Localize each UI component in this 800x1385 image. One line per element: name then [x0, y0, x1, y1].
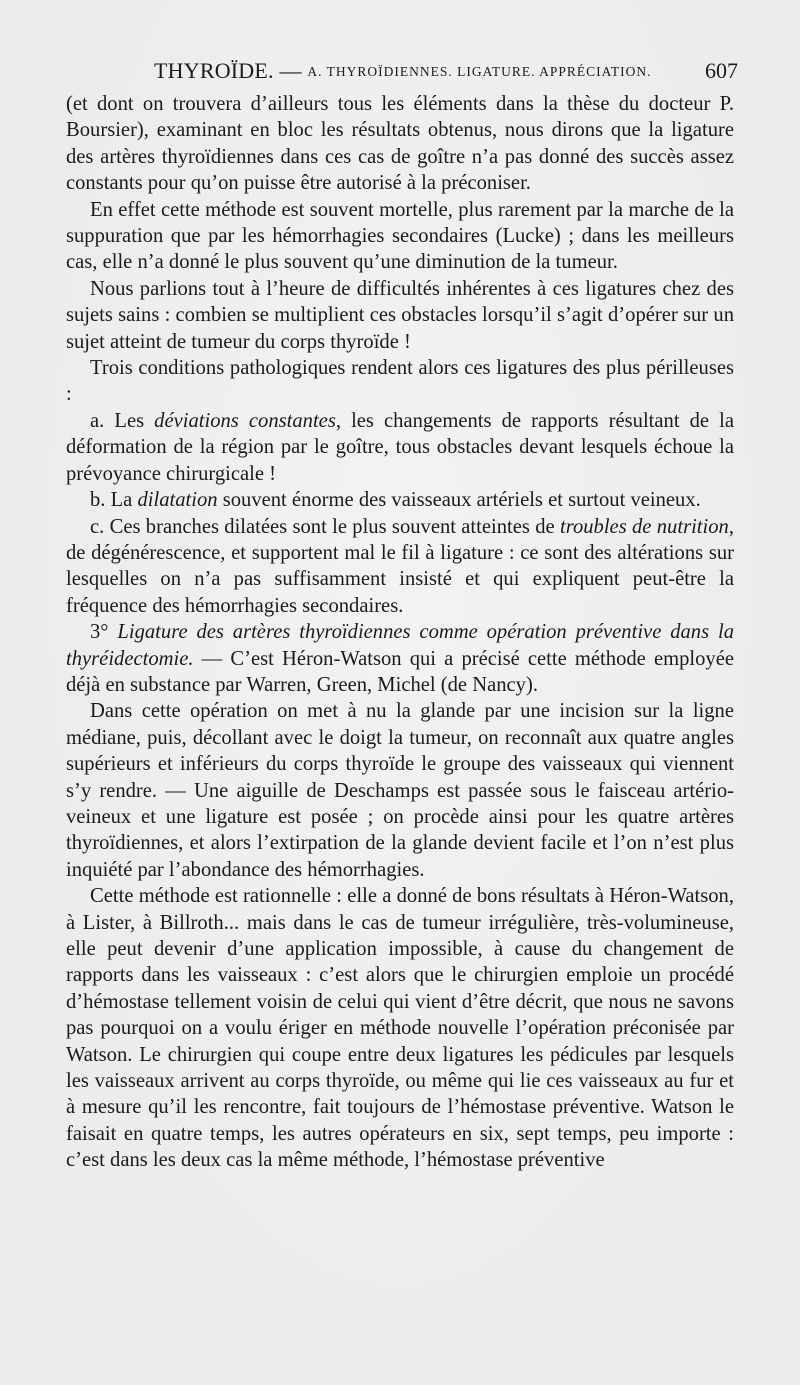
condition-a-rest: , les changements de rapports résultant de la déformation de la région par le goître, tous obstacles devant lesquels échoue la prévoyance chirurgicale !	[66, 409, 734, 485]
running-head-subtitle: A. THYROÏDIENNES. LIGATURE. APPRÉCIATION.	[307, 64, 652, 79]
paragraph-difficulties: Nous parlions tout à l’heure de difficultés inhérentes à ces ligatures chez des sujets sains : combien se multiplient ces obstacles lorsqu’il s’agit d’opérer sur un sujet atteint de tumeur du corps thyroïde !	[66, 277, 734, 353]
running-head	[154, 56, 651, 87]
paragraph-condition-c	[66, 514, 734, 620]
paragraph-rational-method: Cette méthode est rationnelle : elle a donné de bons résultats à Héron-Watson, à Lister, à Billroth... mais dans le cas de tumeur irrégulière, très-volumineuse, elle peut devenir d’une application impossible, à cause du changement de rapports dans les vaisseaux : c’est alors que le chirurgien emploie un procédé d’hémostase tellement voisin de celui qui vient d’être décrit, que nous ne savons pas pourquoi on a voulu ériger en méthode nouvelle l’opération préconisée par Watson. Le chirurgien qui coupe entre deux ligatures les pédicules par lesquels les vaisseaux arrivent au corps thyroïde, ou même qui lie ces vaisseaux au fur et à mesure qu’il les rencontre, fait toujours de l’hémostase préventive. Watson le faisait en quatre temps, les autres opérateurs en six, sept temps, peu importe : c’est dans les deux cas la même méthode, l’hémostase préventive	[66, 885, 734, 1172]
section-heading: Ligature des artères thyroïdiennes comme opération préventive dans la thyréidectomie.	[66, 621, 734, 670]
condition-c-lead: c. Ces branches dilatées sont le plus souvent atteintes de	[90, 515, 560, 538]
page-number: 607	[705, 58, 738, 83]
paragraph-three-conditions: Trois conditions pathologiques rendent alors ces ligatures des plus périlleuses :	[66, 357, 734, 406]
condition-b-lead: b. La	[90, 489, 138, 512]
condition-b-rest: souvent énorme des vaisseaux artériels et surtout veineux.	[217, 489, 701, 512]
paragraph-continuation: (et dont on trouvera d’ailleurs tous les éléments dans la thèse du docteur P. Boursier), examinant en bloc les résultats obtenus, nous dirons que la ligature des artères thyroïdiennes dans ces cas de goître n’a pas donné des succès assez constants pour qu’on puisse être autorisé à la préconiser.	[66, 93, 734, 195]
running-head-dash: —	[279, 58, 302, 83]
paragraph-condition-a	[66, 408, 734, 487]
section-3-rest: — C’est Héron-Watson qui a précisé cette méthode employée déjà en substance par Warren, Green, Michel (de Nancy).	[66, 647, 734, 696]
condition-a-lead: a. Les	[90, 409, 155, 432]
condition-c-emphasis: troubles de nutrition	[559, 515, 729, 538]
paragraph-method-mortality: En effet cette méthode est souvent mortelle, plus rarement par la marche de la suppuration que par les hémorrhagies secondaires (Lucke) ; dans les meilleurs cas, elle n’a donné le plus souvent qu’une diminution de la tumeur.	[66, 198, 734, 274]
condition-a-emphasis: déviations constantes	[154, 409, 336, 432]
section-number: 3°	[90, 621, 118, 644]
condition-c-rest: , de dégénérescence, et supportent mal le fil à ligature : ce sont des altérations sur lesquelles on n’a pas suffisamment insisté et qui expliquent peut-être la fréquence des hémorrhagies secondaires.	[66, 515, 735, 617]
page-header	[154, 56, 738, 86]
body-text	[66, 91, 734, 1174]
condition-b-emphasis: dilatation	[137, 489, 218, 512]
paragraph-operation: Dans cette opération on met à nu la glande par une incision sur la ligne médiane, puis, décollant avec le doigt la tumeur, on reconnaît aux quatre angles supérieurs et inférieurs du corps thyroïde le groupe des vaisseaux qui viennent s’y rendre. — Une aiguille de Deschamps est passée sous le faisceau artério-veineux et une ligature est posée ; on procède ainsi pour les quatre artères thyroïdiennes, et alors l’extirpation de la glande devient facile et l’on n’est plus inquiété par l’abondance des hémorrhagies.	[66, 700, 734, 881]
paragraph-condition-b	[66, 487, 734, 513]
running-head-title: THYROÏDE.	[154, 58, 274, 83]
paragraph-section-3	[66, 619, 734, 698]
